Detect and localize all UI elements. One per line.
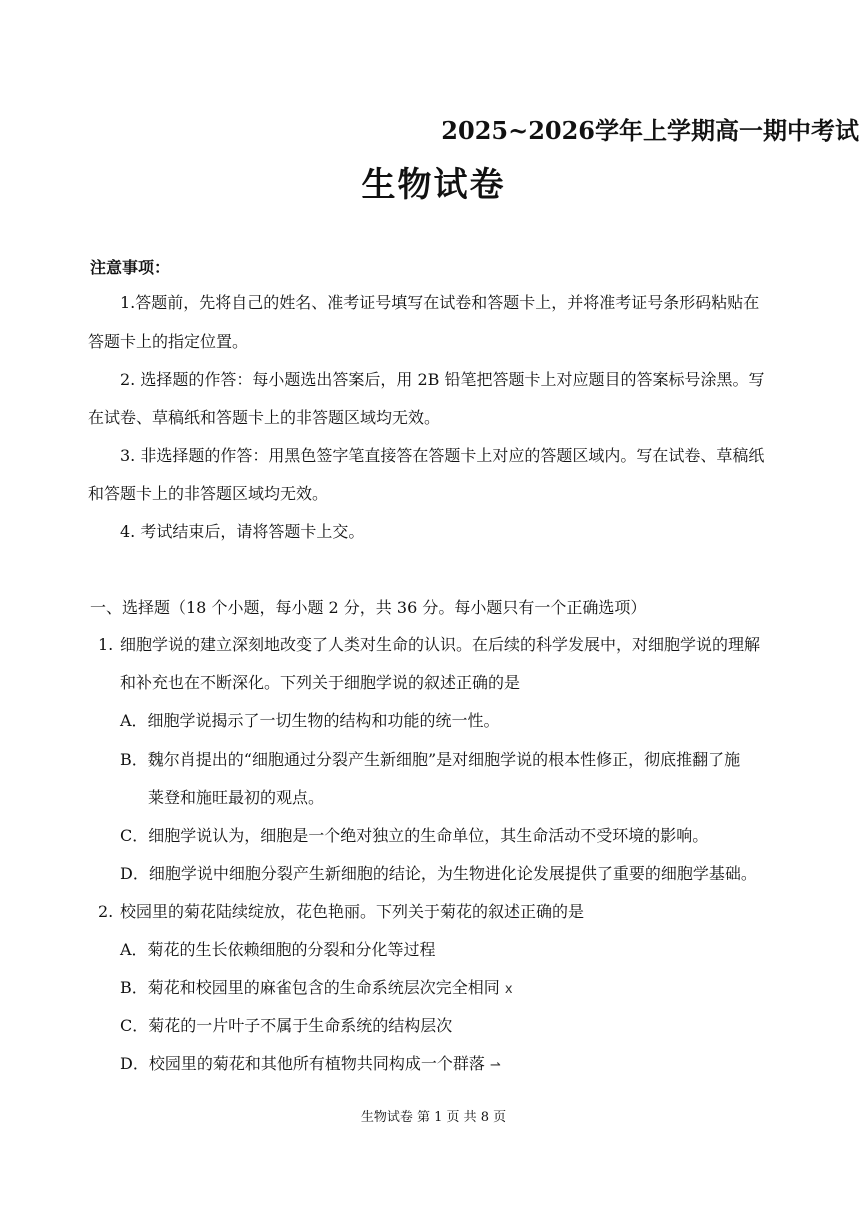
- option-b: [120, 978, 513, 1000]
- question-stem-line2: 和补充也在不断深化。下列关于细胞学说的叙述正确的是: [120, 673, 521, 692]
- question-number: 2.: [98, 902, 114, 921]
- question-stem-line1: 校园里的菊花陆续绽放，花色艳丽。下列关于菊花的叙述正确的是: [120, 902, 585, 921]
- notice-item-4: 4. 考试结束后，请将答题卡上交。: [120, 522, 365, 541]
- exam-title: 2025~2026学年上学期高一期中考试: [441, 116, 859, 145]
- option-c: C．细胞学说认为，细胞是一个绝对独立的生命单位，其生命活动不受环境的影响。: [120, 826, 709, 845]
- section-heading: 一、选择题（18 个小题，每小题 2 分，共 36 分。每小题只有一个正确选项）: [90, 598, 647, 617]
- notice-item-3-line2: 和答题卡上的非答题区域均无效。: [88, 484, 329, 503]
- handwritten-check-mark: ⇀: [489, 1058, 501, 1073]
- handwritten-cross-mark: x: [504, 982, 513, 997]
- notice-item-2-line1: 2. 选择题的作答：每小题选出答案后，用 2B 铅笔把答题卡上对应题目的答案标号涂黑。写: [120, 370, 765, 389]
- option-d-text: D．校园里的菊花和其他所有植物共同构成一个群落: [120, 1054, 485, 1073]
- notice-heading: 注意事项：: [90, 258, 171, 277]
- option-b-line1: B．魏尔肖提出的“细胞通过分裂产生新细胞”是对细胞学说的根本性修正，彻底推翻了施: [120, 750, 741, 769]
- notice-item-2-line2: 在试卷、草稿纸和答题卡上的非答题区域均无效。: [88, 408, 441, 427]
- notice-item-1-line2: 答题卡上的指定位置。: [88, 332, 249, 351]
- option-a: A．菊花的生长依赖细胞的分裂和分化等过程: [120, 940, 436, 959]
- option-d: D．细胞学说中细胞分裂产生新细胞的结论，为生物进化论发展提供了重要的细胞学基础。: [120, 864, 757, 883]
- subject-title: 生物试卷: [361, 165, 506, 205]
- option-d: [120, 1054, 501, 1076]
- notice-item-3-line1: 3. 非选择题的作答：用黑色签字笔直接答在答题卡上对应的答题区域内。写在试卷、草稿纸: [120, 446, 765, 465]
- option-c: C．菊花的一片叶子不属于生命系统的结构层次: [120, 1016, 453, 1035]
- option-b-line2: 莱登和施旺最初的观点。: [148, 788, 325, 807]
- page-footer: 生物试卷 第 1 页 共 8 页: [360, 1110, 507, 1125]
- option-b-text: B．菊花和校园里的麻雀包含的生命系统层次完全相同: [120, 978, 500, 997]
- notice-item-1-line1: 1.答题前，先将自己的姓名、准考证号填写在试卷和答题卡上，并将准考证号条形码粘贴在: [120, 293, 760, 312]
- question-number: 1.: [98, 635, 114, 654]
- option-a: A．细胞学说揭示了一切生物的结构和功能的统一性。: [120, 711, 500, 730]
- question-stem-line1: 细胞学说的建立深刻地改变了人类对生命的认识。在后续的科学发展中，对细胞学说的理解: [120, 635, 761, 654]
